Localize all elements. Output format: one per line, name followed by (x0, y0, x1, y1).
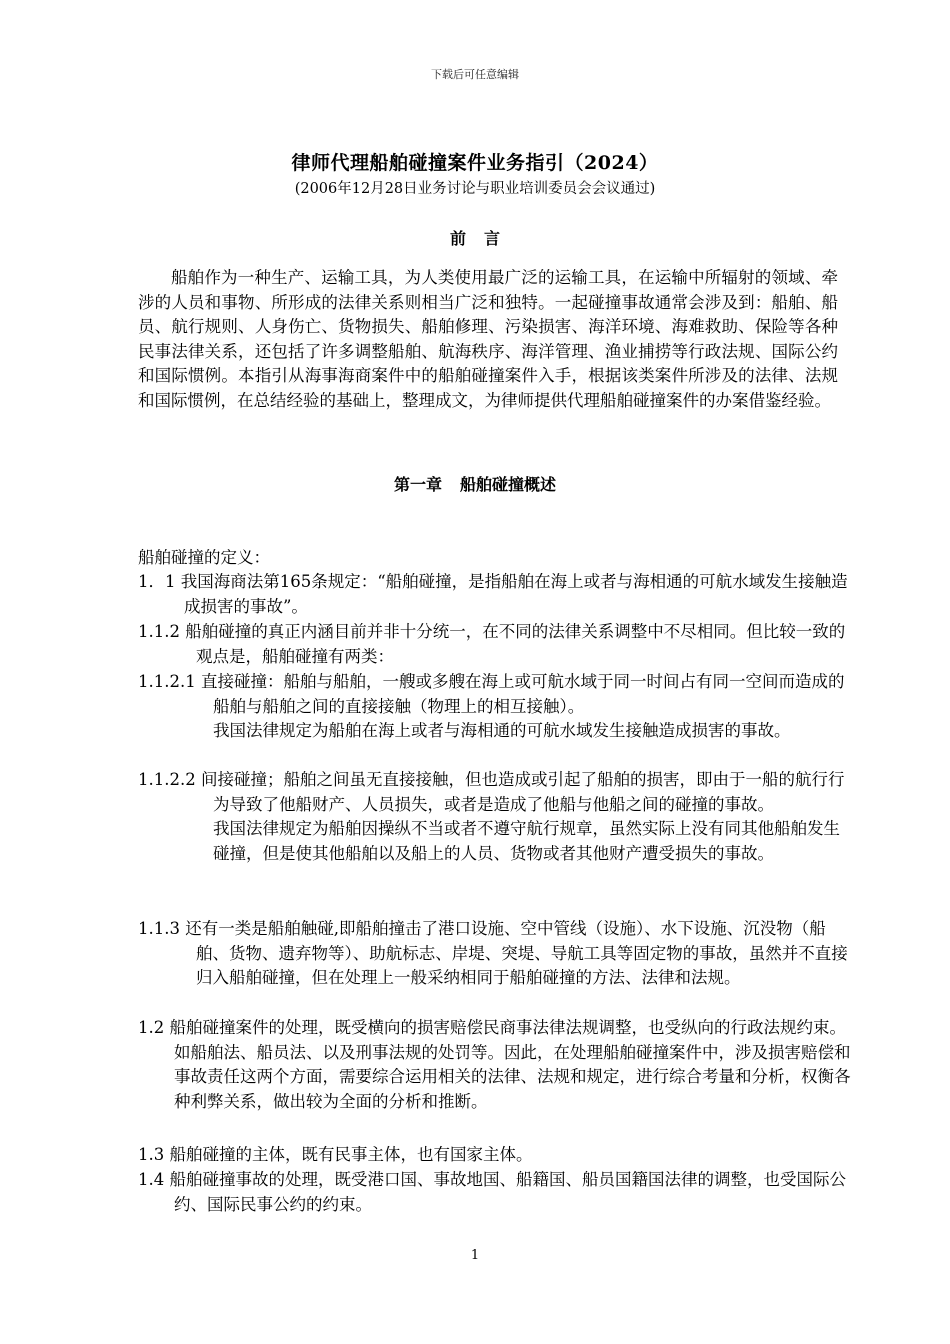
download-note: 下载后可任意编辑 (431, 68, 519, 81)
clause-number: 1.3 (138, 1145, 165, 1164)
clause-text: 还有一类是船舶触碰,即船舶撞击了港口设施、空中管线（设施）、水下设施、沉没物（船舶、货物、遗弃物等）、助航标志、岸堤、突堤、导航工具等固定物的事故，虽然并不直接归入船舶碰撞，但在处理上一般采纳相同于船舶碰撞的方法、法律和法规。 (185, 919, 848, 987)
clause-number: 1.1.2.1 (138, 672, 196, 691)
clause-number: 1.1.2 (138, 622, 180, 641)
clause-note: 我国法律规定为船舶在海上或者与海相通的可航水域发生接触造成损害的事故。 (213, 721, 791, 740)
document-title: 律师代理船舶碰撞案件业务指引（2024） (291, 152, 659, 174)
document-subtitle: (2006年12月28日业务讨论与职业培训委员会会议通过) (294, 181, 656, 197)
clause-note: 我国法律规定为船舶因操纵不当或者不遵守航行规章，虽然实际上没有同其他船舶发生碰撞，但是使其他船舶以及船上的人员、货物或者其他财产遭受损失的事故。 (213, 819, 840, 863)
clause-1-1 (138, 570, 858, 619)
clause-text: 船舶碰撞案件的处理，既受横向的损害赔偿民商事法律法规调整，也受纵向的行政法规约束。如船舶法、船员法、以及刑事法规的处罚等。因此，在处理船舶碰撞案件中，涉及损害赔偿和事故责任这两个方面，需要综合运用相关的法律、法规和规定，进行综合考量和分析，权衡各种利弊关系，做出较为全面的分析和推断。 (169, 1018, 851, 1111)
clause-number: 1.2 (138, 1018, 165, 1037)
clause-number: 1.4 (138, 1170, 165, 1189)
clause-1-1-2-1 (138, 670, 845, 744)
clause-text: 船舶碰撞事故的处理，既受港口国、事故地国、船籍国、船员国籍国法律的调整，也受国际公约、国际民事公约的约束。 (169, 1170, 846, 1214)
clause-1-4 (138, 1168, 858, 1217)
chapter-title: 船舶碰撞概述 (460, 475, 557, 494)
clause-text: 我国海商法第165条规定：“船舶碰撞，是指船舶在海上或者与海相通的可航水域发生接触造成损害的事故”。 (180, 572, 848, 616)
clause-1-2 (138, 1016, 858, 1114)
preface-heading: 前言 (449, 229, 518, 248)
clause-1-3 (138, 1143, 858, 1168)
preface-paragraph: 船舶作为一种生产、运输工具，为人类使用最广泛的运输工具，在运输中所辐射的领域、牵涉的人员和事物、所形成的法律关系则相当广泛和独特。一起碰撞事故通常会涉及到：船舶、船员、航行规则、人身伤亡、货物损失、船舶修理、污染损害、海洋环境、海难救助、保险等各种民事法律关系，还包括了许多调整船舶、航海秩序、海洋管理、渔业捕捞等行政法规、国际公约和国际惯例。本指引从海事海商案件中的船舶碰撞案件入手，根据该类案件所涉及的法律、法规和国际惯例，在总结经验的基础上，整理成文，为律师提供代理船舶碰撞案件的办案借鉴经验。 (138, 268, 838, 410)
clause-number: 1.1.3 (138, 919, 180, 938)
clause-text: 船舶碰撞的主体，既有民事主体，也有国家主体。 (169, 1145, 533, 1164)
clause-1-1-2 (138, 620, 858, 669)
clause-number: 1.1.2.2 (138, 770, 196, 789)
definition-label: 船舶碰撞的定义： (138, 548, 270, 567)
clause-number: 1．1 (138, 572, 176, 591)
clause-1-1-3 (138, 917, 858, 991)
chapter-heading (0, 472, 950, 495)
chapter-number: 第一章 (393, 475, 442, 494)
clause-text: 直接碰撞：船舶与船舶，一艘或多艘在海上或可航水域于同一时间占有同一空间而造成的船舶与船舶之间的直接接触（物理上的相互接触）。 (200, 672, 845, 716)
clause-text: 船舶碰撞的真正内涵目前并非十分统一，在不同的法律关系调整中不尽相同。但比较一致的观点是，船舶碰撞有两类： (185, 622, 846, 666)
clause-text: 间接碰撞；船舶之间虽无直接接触，但也造成或引起了船舶的损害，即由于一船的航行行为导致了他船财产、人员损失，或者是造成了他船与他船之间的碰撞的事故。 (200, 770, 845, 814)
page-number: 1 (470, 1248, 480, 1263)
clause-1-1-2-2 (138, 768, 845, 866)
